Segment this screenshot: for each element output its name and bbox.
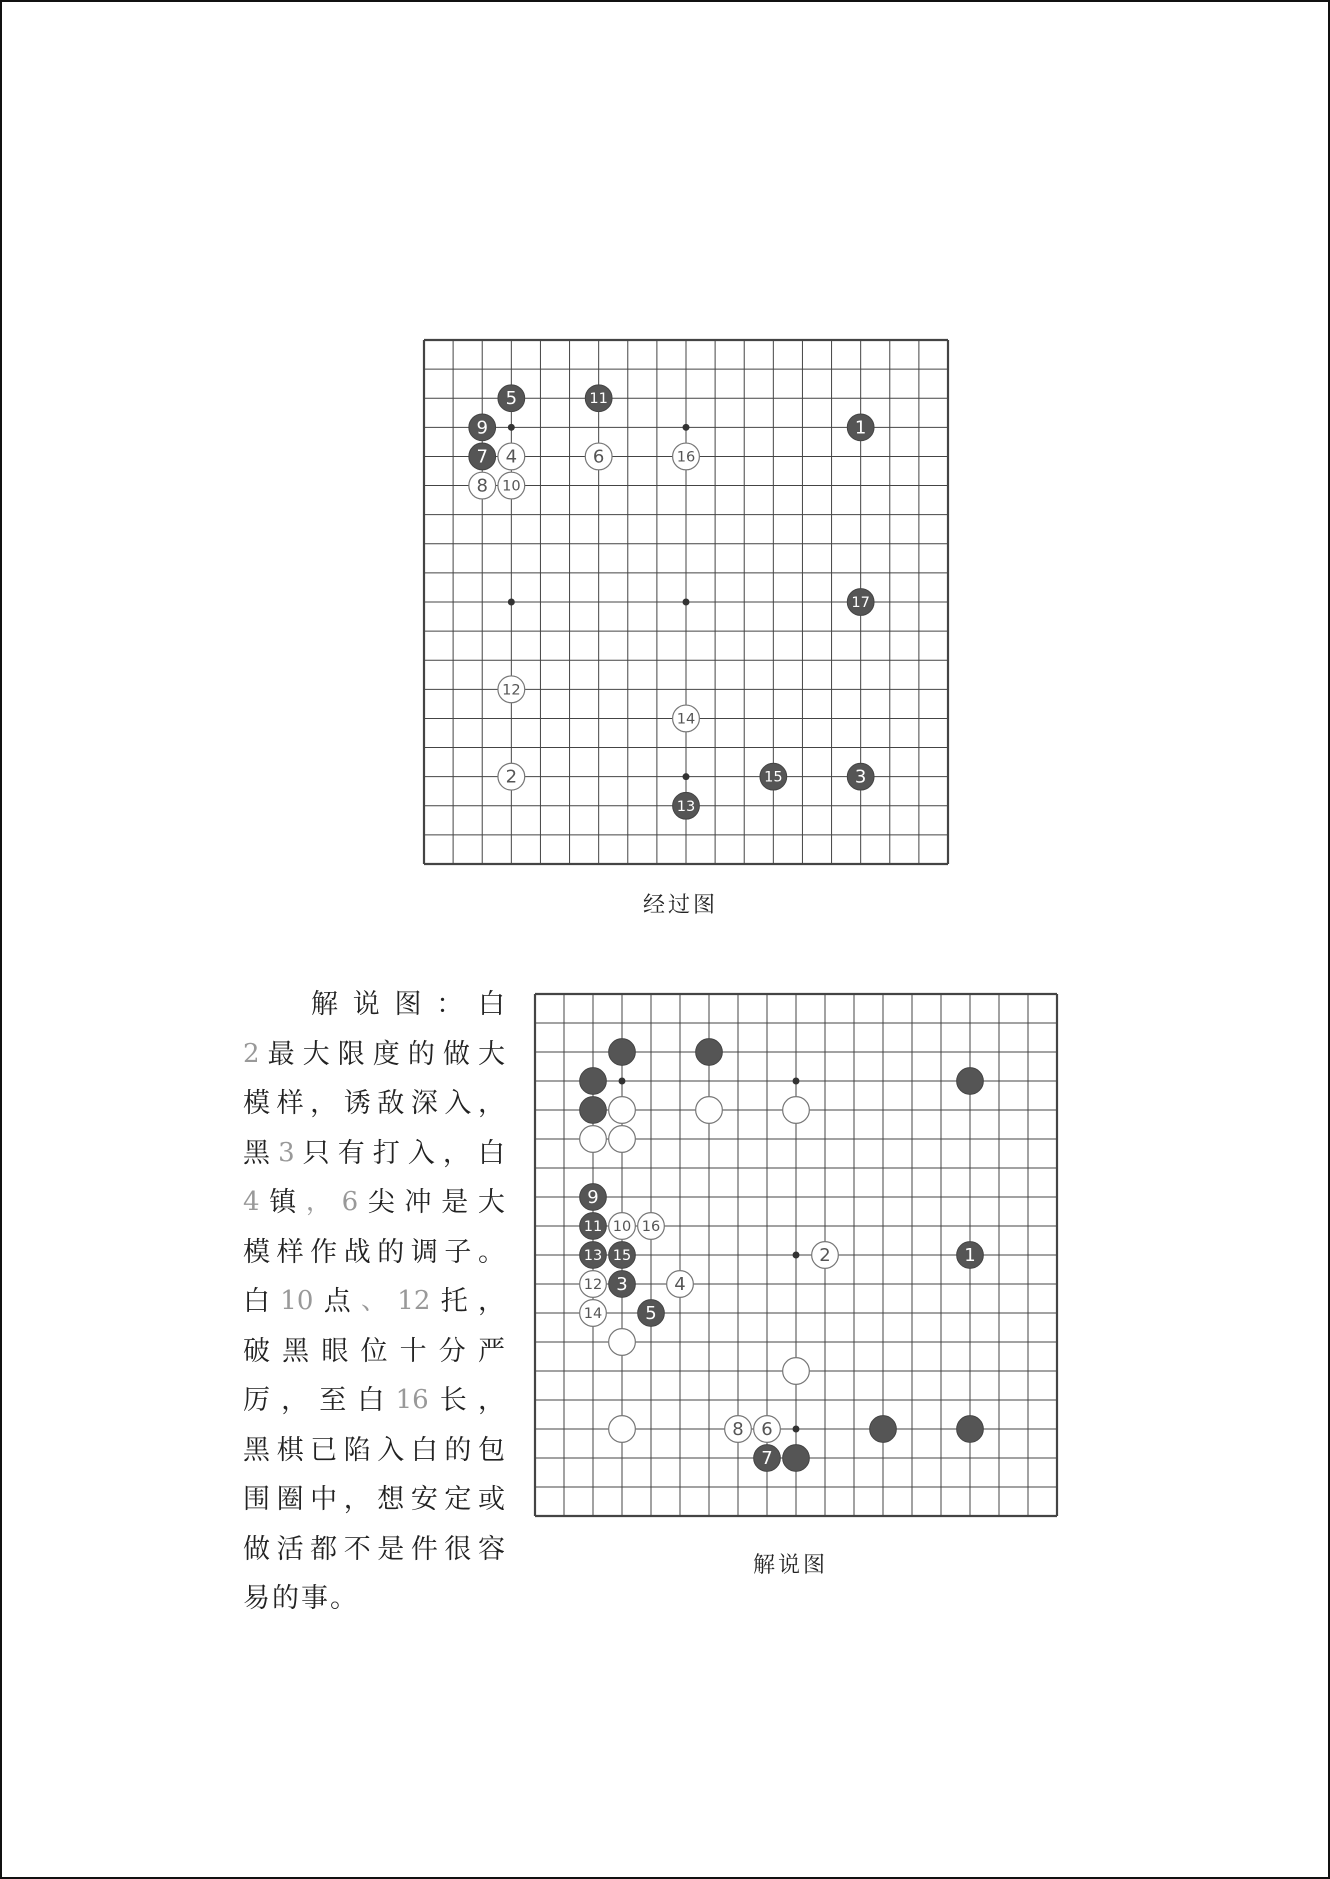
- black-stone: [609, 1039, 636, 1066]
- white-stone-2: [498, 763, 525, 790]
- text-char: 黑: [243, 1434, 270, 1466]
- text-char: 尖: [367, 1187, 395, 1218]
- move-number-ref: 12: [397, 1286, 431, 1316]
- black-stone-1: [847, 414, 874, 441]
- text-char: 黑: [282, 1335, 310, 1367]
- text-char: ，: [477, 1385, 505, 1416]
- commentary-line: [243, 1079, 505, 1129]
- text-char: 入: [377, 1434, 405, 1466]
- black-stone-13: [580, 1242, 607, 1269]
- black-stone-3: [847, 763, 874, 790]
- text-char: 作: [310, 1236, 338, 1268]
- black-stone-5: [498, 385, 525, 412]
- text-char: 长: [439, 1385, 467, 1416]
- commentary-line: [243, 1475, 505, 1525]
- svg-text:11: 11: [583, 1219, 603, 1235]
- black-stone-11: [580, 1213, 607, 1240]
- commentary-line: [243, 980, 505, 1030]
- white-stone-10: [498, 472, 525, 499]
- black-stone: [870, 1416, 897, 1443]
- text-char: 大: [302, 1038, 330, 1070]
- text-char: 破: [243, 1335, 270, 1367]
- svg-text:9: 9: [587, 1187, 599, 1208]
- white-stone: [696, 1097, 723, 1124]
- text-char: 圈: [276, 1484, 304, 1515]
- svg-text:6: 6: [592, 446, 605, 468]
- text-char: 是: [441, 1187, 469, 1218]
- black-stone-5: [638, 1300, 665, 1327]
- white-stone: [783, 1358, 810, 1385]
- black-stone: [957, 1416, 984, 1443]
- text-char: 的: [377, 1236, 405, 1268]
- black-stone: [957, 1068, 984, 1095]
- white-stone-4: [667, 1271, 694, 1298]
- text-char: 做: [243, 1533, 270, 1565]
- text-char: 解: [311, 989, 338, 1020]
- svg-text:5: 5: [645, 1303, 657, 1324]
- black-stone-13: [673, 792, 700, 819]
- move-number-ref: 3: [278, 1137, 295, 1168]
- svg-text:1: 1: [854, 417, 867, 439]
- svg-text:7: 7: [476, 446, 488, 468]
- white-stone-14: [673, 705, 700, 732]
- black-stone-11: [585, 385, 612, 412]
- text-char: 不: [343, 1533, 371, 1565]
- text-char: 已: [310, 1434, 338, 1466]
- white-stone-12: [498, 676, 525, 703]
- svg-text:2: 2: [505, 766, 518, 788]
- text-char: 样: [276, 1236, 304, 1268]
- white-stone-16: [638, 1213, 665, 1240]
- text-char: 定: [444, 1484, 472, 1515]
- progress-diagram: [418, 334, 954, 872]
- svg-text:2: 2: [819, 1245, 831, 1266]
- text-char: 或: [477, 1484, 505, 1515]
- text-char: 调: [410, 1236, 438, 1268]
- text-char: ，: [281, 1385, 309, 1416]
- svg-text:15: 15: [612, 1248, 632, 1264]
- star-point: [793, 1078, 800, 1085]
- text-char: ，: [477, 1088, 505, 1119]
- svg-text:3: 3: [854, 766, 867, 788]
- svg-text:7: 7: [761, 1448, 773, 1469]
- text-char: 至: [319, 1385, 347, 1416]
- star-point: [683, 424, 690, 431]
- text-char: 白: [357, 1385, 385, 1416]
- svg-text:3: 3: [616, 1274, 628, 1295]
- svg-text:17: 17: [851, 594, 870, 611]
- text-char: 有: [337, 1137, 365, 1169]
- text-char: 只: [302, 1137, 330, 1169]
- text-char: ，: [310, 1088, 338, 1119]
- white-stone-10: [609, 1213, 636, 1240]
- svg-text:12: 12: [583, 1277, 603, 1293]
- text-char: 是: [377, 1533, 405, 1565]
- black-stone-15: [760, 763, 787, 790]
- text-char: 模: [243, 1088, 270, 1119]
- text-char: 件: [410, 1533, 438, 1565]
- commentary-board-svg: [529, 988, 1063, 1522]
- text-char: 大: [477, 1038, 505, 1070]
- svg-text:5: 5: [505, 388, 518, 410]
- white-stone: [580, 1126, 607, 1153]
- text-char: 十: [399, 1335, 427, 1367]
- white-stone: [783, 1097, 810, 1124]
- text-char: 中: [310, 1484, 338, 1515]
- move-number-ref: 6: [341, 1187, 359, 1217]
- white-stone-16: [673, 443, 700, 470]
- svg-text:14: 14: [676, 710, 696, 728]
- move-number-ref: 16: [395, 1385, 429, 1415]
- text-char: 事: [301, 1583, 330, 1614]
- text-char: 样: [276, 1088, 304, 1119]
- black-stone-15: [609, 1242, 636, 1269]
- commentary-line: [243, 1574, 505, 1624]
- svg-text:14: 14: [583, 1306, 603, 1322]
- text-char: ，: [477, 1286, 505, 1317]
- text-char: 包: [477, 1434, 505, 1466]
- star-point: [683, 599, 690, 606]
- white-stone-2: [812, 1242, 839, 1269]
- svg-text:8: 8: [476, 475, 488, 497]
- white-stone-6: [585, 443, 612, 470]
- text-char: ：: [436, 989, 464, 1020]
- text-char: 的: [272, 1583, 301, 1614]
- black-stone-3: [609, 1271, 636, 1298]
- black-stone: [580, 1097, 607, 1124]
- black-stone-9: [580, 1184, 607, 1211]
- text-char: 入: [407, 1137, 435, 1169]
- text-char: 限: [337, 1038, 365, 1070]
- text-char: 诱: [343, 1088, 371, 1119]
- commentary-line: [243, 1277, 505, 1327]
- text-char: 。: [330, 1583, 359, 1614]
- black-stone-7: [469, 443, 496, 470]
- text-char: 镇: [269, 1187, 297, 1218]
- text-char: 打: [372, 1137, 400, 1169]
- text-char: ，: [442, 1137, 470, 1169]
- text-char: 活: [276, 1533, 304, 1565]
- svg-text:12: 12: [502, 681, 521, 699]
- commentary-diagram-caption: 解说图: [753, 1553, 829, 1578]
- text-char: 白: [410, 1434, 438, 1466]
- text-char: 白: [243, 1286, 270, 1317]
- svg-text:4: 4: [674, 1274, 686, 1295]
- move-number-ref: ，: [305, 1187, 332, 1217]
- svg-text:9: 9: [476, 417, 488, 439]
- star-point: [683, 773, 690, 780]
- text-char: 严: [477, 1335, 505, 1367]
- text-char: 棋: [276, 1434, 304, 1466]
- svg-text:13: 13: [583, 1248, 603, 1264]
- white-stone-8: [725, 1416, 752, 1443]
- white-stone: [609, 1126, 636, 1153]
- text-char: 想: [377, 1484, 405, 1515]
- svg-text:6: 6: [761, 1419, 773, 1440]
- text-char: 大: [477, 1187, 505, 1218]
- text-char: 模: [243, 1236, 270, 1268]
- black-stone: [783, 1445, 810, 1472]
- text-char: 敌: [377, 1088, 405, 1119]
- commentary-text: [243, 980, 505, 1624]
- white-stone-8: [469, 472, 496, 499]
- black-stone: [696, 1039, 723, 1066]
- svg-text:10: 10: [612, 1219, 632, 1235]
- text-char: 安: [410, 1484, 438, 1515]
- commentary-line: [243, 1228, 505, 1278]
- text-char: 白: [478, 989, 505, 1020]
- text-char: 最: [267, 1038, 295, 1070]
- text-char: 说: [352, 989, 380, 1020]
- black-stone-1: [957, 1242, 984, 1269]
- svg-text:16: 16: [641, 1219, 661, 1235]
- text-char: 眼: [321, 1335, 349, 1367]
- text-char: 深: [410, 1088, 438, 1119]
- text-char: 分: [438, 1335, 466, 1367]
- white-stone-14: [580, 1300, 607, 1327]
- text-char: 做: [442, 1038, 470, 1070]
- black-stone-7: [754, 1445, 781, 1472]
- svg-text:15: 15: [764, 768, 783, 786]
- svg-text:1: 1: [964, 1245, 976, 1266]
- text-char: 容: [477, 1533, 505, 1565]
- commentary-line: [243, 1426, 505, 1476]
- text-char: 点: [323, 1286, 351, 1317]
- black-stone: [580, 1068, 607, 1095]
- black-stone-9: [469, 414, 496, 441]
- text-char: ，: [343, 1484, 371, 1515]
- text-char: 黑: [243, 1137, 270, 1169]
- text-char: 托: [440, 1286, 468, 1317]
- svg-text:4: 4: [505, 446, 518, 468]
- commentary-line: [243, 1525, 505, 1575]
- text-char: 图: [394, 989, 422, 1020]
- move-number-ref: 、: [360, 1286, 387, 1316]
- commentary-line: [243, 1376, 505, 1426]
- progress-diagram-caption: 经过图: [643, 893, 719, 918]
- commentary-line: [243, 1030, 505, 1080]
- text-char: 很: [444, 1533, 472, 1565]
- svg-text:16: 16: [676, 448, 696, 466]
- star-point: [793, 1426, 800, 1433]
- svg-text:10: 10: [502, 477, 521, 495]
- white-stone-4: [498, 443, 525, 470]
- text-char: 易: [243, 1583, 272, 1614]
- text-char: 都: [310, 1533, 338, 1565]
- text-char: 的: [444, 1434, 472, 1466]
- text-char: 冲: [404, 1187, 432, 1218]
- white-stone-12: [580, 1271, 607, 1298]
- star-point: [619, 1078, 626, 1085]
- move-number-ref: 4: [243, 1187, 260, 1217]
- text-char: 位: [360, 1335, 388, 1367]
- commentary-line: [243, 1129, 505, 1179]
- text-char: 围: [243, 1484, 270, 1515]
- text-char: 的: [407, 1038, 435, 1070]
- move-number-ref: 10: [280, 1286, 314, 1316]
- text-char: 厉: [243, 1385, 270, 1416]
- svg-text:8: 8: [732, 1419, 744, 1440]
- star-point: [793, 1252, 800, 1259]
- commentary-line: [243, 1178, 505, 1228]
- star-point: [508, 599, 515, 606]
- text-char: 度: [372, 1038, 400, 1070]
- white-stone-6: [754, 1416, 781, 1443]
- white-stone: [609, 1416, 636, 1443]
- black-stone-17: [847, 589, 874, 616]
- svg-text:13: 13: [676, 797, 696, 815]
- white-stone: [609, 1097, 636, 1124]
- star-point: [508, 424, 515, 431]
- text-char: 战: [343, 1236, 371, 1268]
- svg-text:11: 11: [589, 390, 608, 408]
- text-char: 。: [477, 1236, 505, 1268]
- commentary-diagram: [529, 988, 1063, 1522]
- text-char: 子: [444, 1236, 472, 1268]
- text-char: 白: [477, 1137, 505, 1169]
- white-stone: [609, 1329, 636, 1356]
- commentary-line: [243, 1327, 505, 1377]
- move-number-ref: 2: [243, 1038, 260, 1069]
- text-char: 陷: [343, 1434, 371, 1466]
- text-char: 入: [444, 1088, 472, 1119]
- progress-board-svg: [418, 334, 954, 872]
